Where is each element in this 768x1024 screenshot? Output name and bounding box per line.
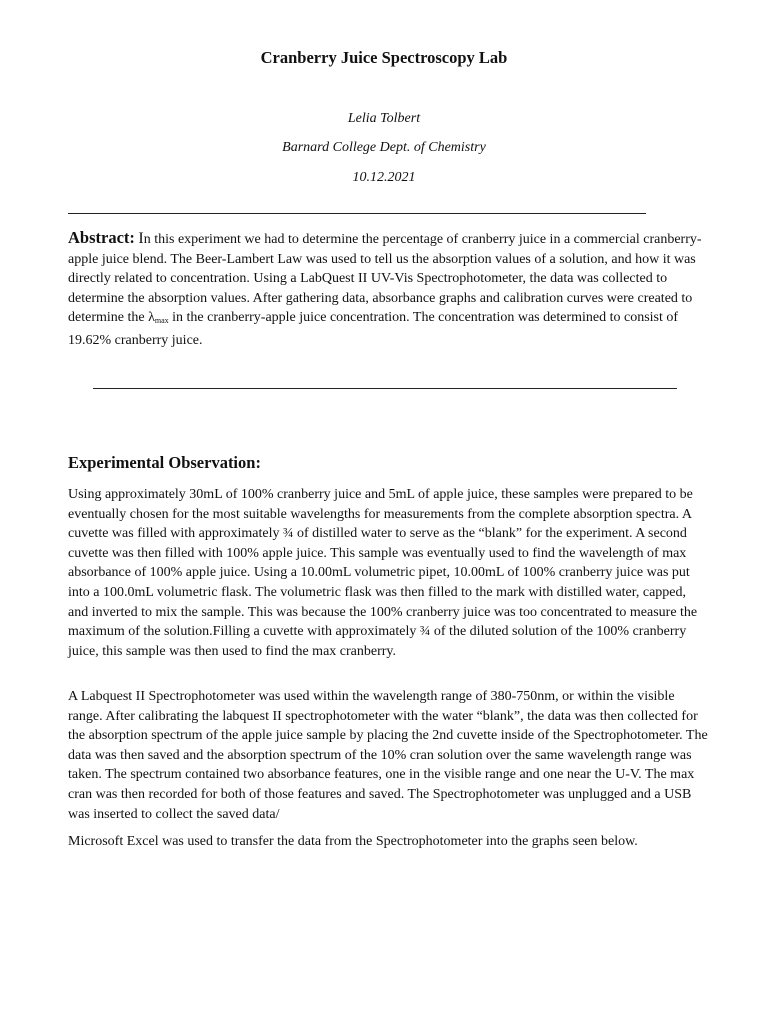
- abstract-text-part1: n this experiment we had to determine the percentage of cranberry juice in a commercial cranberry-apple juice blend. The Beer-Lambert Law was used to tell us the absorption values of a solution, and how it was directly related to concentration. Using a LabQuest II UV-Vis Spectrophotometer, the data was collected to determine the absorption values. After gathering data, absorbance graphs and calibration curves were created to determine the: [68, 232, 702, 326]
- document-date: 10.12.2021: [352, 170, 416, 185]
- author-name: Lelia Tolbert: [347, 111, 421, 126]
- lambda-subscript: max: [154, 316, 169, 326]
- abstract-dropcap: I: [138, 230, 144, 247]
- body-paragraph: Microsoft Excel was used to transfer the data from the Spectrophotometer into the graphs seen below.: [68, 834, 638, 849]
- abstract-paragraph: [68, 228, 708, 351]
- affiliation: Barnard College Dept. of Chemistry: [282, 140, 486, 155]
- abstract-text-part2: in the cranberry-apple juice concentration. The concentration was determined to consist of 19.62% cranberry juice.: [68, 310, 679, 348]
- document-title: Cranberry Juice Spectroscopy Lab: [260, 48, 508, 67]
- abstract-heading: Abstract:: [68, 228, 135, 247]
- body-paragraph: A Labquest II Spectrophotometer was used within the wavelength range of 380-750nm, or within the visible range. After calibrating the labquest II spectrophotometer with the water “blank”, the data was then collected for the absorption spectrum of the apple juice sample by placing the 2nd cuvette inside of the Spectrophotometer. The data was then saved and the absorption spectrum of the 10% cran solution over the same wavelength range was taken. The spectrum contained two absorbance features, one in the visible range and one near the U-V. The max cran was then recorded for both of those features and saved. The Spectrophotometer was unplugged and a USB was inserted to collect the saved data/: [68, 689, 708, 822]
- header-divider: [68, 213, 646, 214]
- body-paragraph: Using approximately 30mL of 100% cranberry juice and 5mL of apple juice, these samples were prepared to be eventually chosen for the most suitable wavelengths for measurements from the complete absorption spectra. A cuvette was filled with approximately ¾ of distilled water to serve as the “blank” for the experiment. A second cuvette was then filled with 100% apple juice. This sample was eventually used to find the wavelength of max absorbance of 100% apple juice. Using a 10.00mL volumetric pipet, 10.00mL of 100% cranberry juice was put into a 100.0mL volumetric flask. The volumetric flask was then filled to the mark with distilled water, capped, and inverted to mix the sample. This was because the 100% cranberry juice was too concentrated to measure the maximum of the solution.Filling a cuvette with approximately ¾ of the diluted solution of the 100% cranberry juice, this sample was then used to find the max cranberry.: [68, 487, 698, 659]
- lambda-symbol: λ: [148, 310, 155, 326]
- section-heading: Experimental Observation:: [68, 453, 261, 472]
- abstract-divider: [93, 388, 677, 389]
